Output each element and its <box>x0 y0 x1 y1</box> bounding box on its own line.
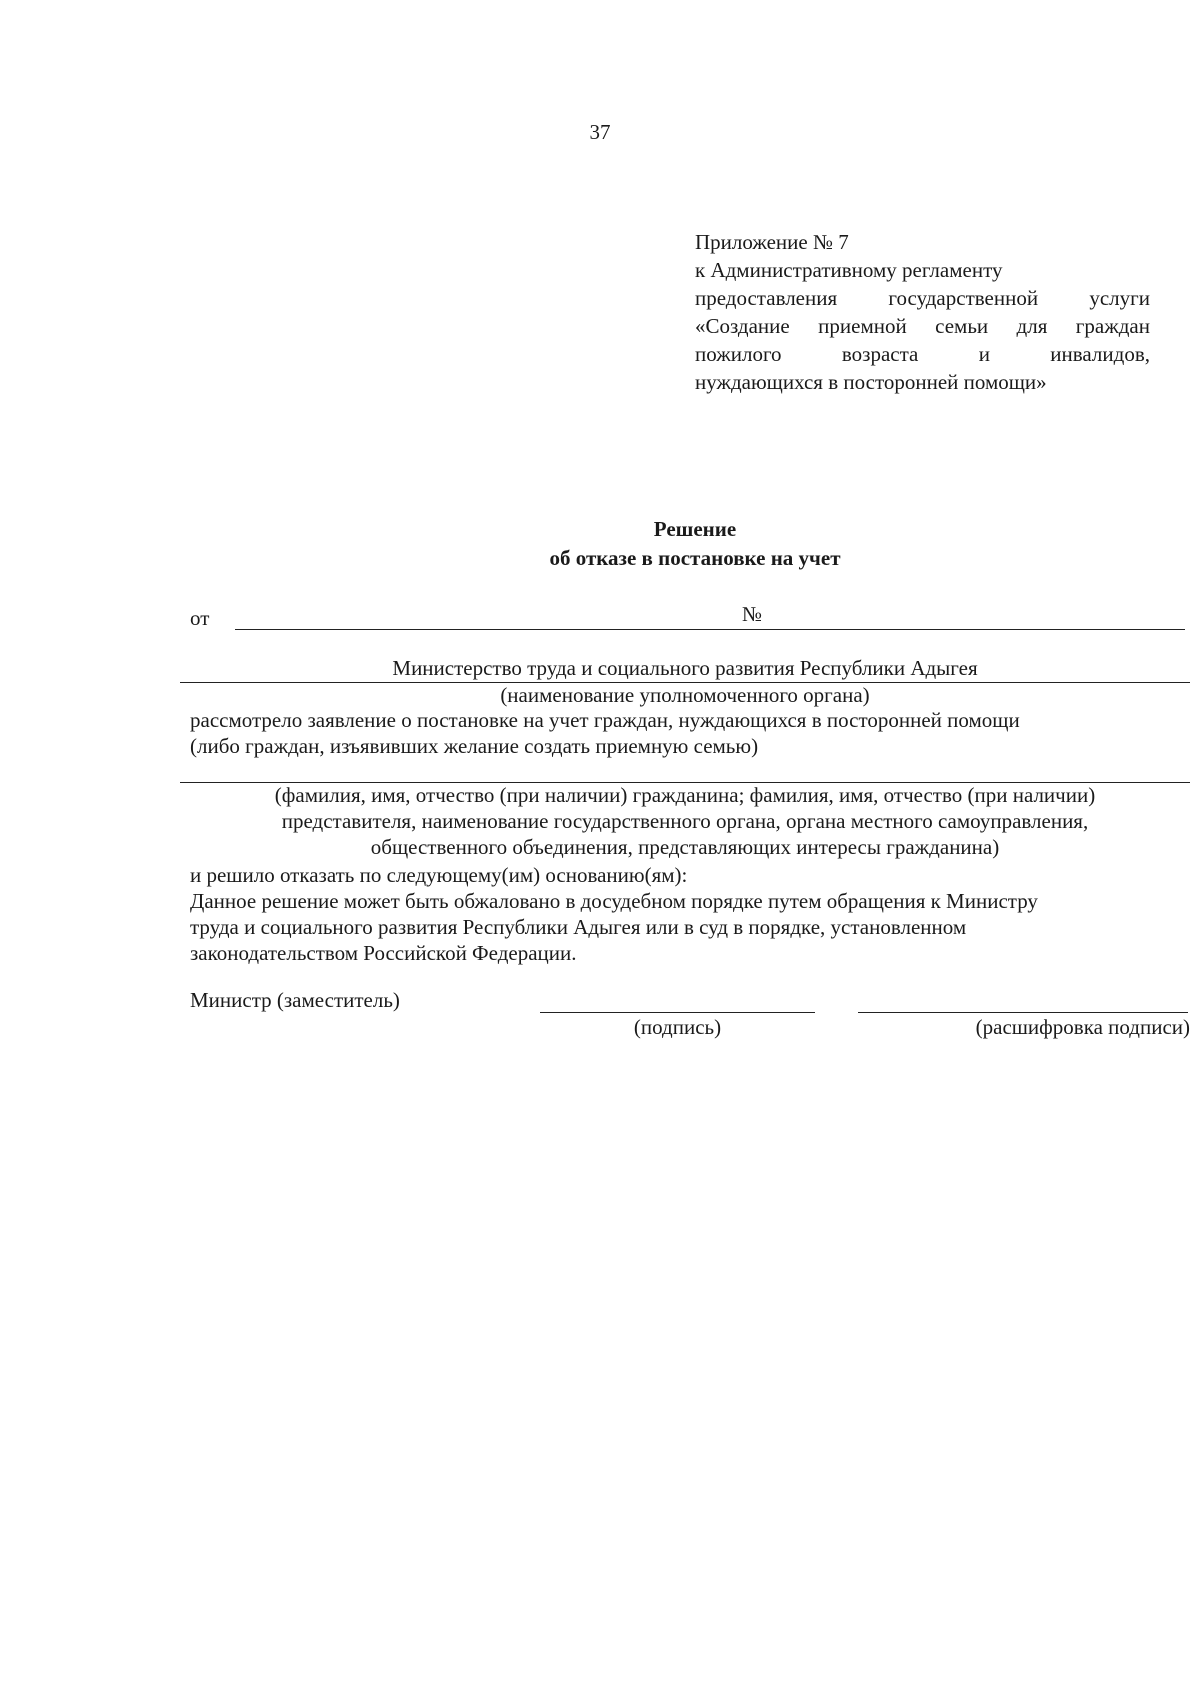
document-title <box>500 515 890 573</box>
date-number-row <box>190 602 1185 632</box>
considered-line: (либо граждан, изъявивших желание создать приемную семью) <box>190 734 759 758</box>
applicant-caption-line: представителя, наименование государственного органа, органа местного самоуправления, <box>281 809 1089 833</box>
authority-name: Министерство труда и социального развития Республики Адыгея <box>180 655 1190 683</box>
title-line-1: Решение <box>653 517 737 541</box>
authority-caption: (наименование уполномоченного органа) <box>500 683 870 707</box>
applicant-caption-line: общественного объединения, представляющих интересы гражданина) <box>370 835 1000 859</box>
signature-decode-caption: (расшифровка подписи) <box>975 1015 1190 1039</box>
applicant-caption-line: (фамилия, имя, отчество (при наличии) гражданина; фамилия, имя, отчество (при наличии) <box>274 783 1096 807</box>
signature-decode-line <box>858 1012 1188 1013</box>
title-line-2: об отказе в постановке на учет <box>549 546 841 570</box>
applicant-caption <box>180 782 1190 860</box>
decision-line: труда и социального развития Республики Адыгея или в суд в порядке, установленном <box>190 915 967 939</box>
signature-line <box>540 1012 815 1013</box>
number-line <box>780 629 1185 630</box>
appendix-line: Приложение № 7 <box>695 230 849 254</box>
considered-paragraph <box>190 707 1190 759</box>
page-number: 37 <box>589 120 611 144</box>
appendix-line: к Административному регламенту <box>695 258 1003 282</box>
appendix-line: нуждающихся в посторонней помощи» <box>695 370 1047 394</box>
from-label: от <box>190 606 210 630</box>
appendix-header <box>695 228 1150 396</box>
considered-line: рассмотрело заявление о постановке на учет граждан, нуждающихся в посторонней помощи <box>190 708 1020 732</box>
decision-line: законодательством Российской Федерации. <box>190 941 577 965</box>
appendix-line: «Создание приемной семьи для граждан <box>695 314 1150 338</box>
appendix-line: предоставления государственной услуги <box>695 286 1150 310</box>
signature-caption: (подпись) <box>633 1015 722 1039</box>
decision-line: и решило отказать по следующему(им) основанию(ям): <box>190 863 688 887</box>
appendix-line: пожилого возраста и инвалидов, <box>695 342 1150 366</box>
signatory-label: Министр (заместитель) <box>190 988 400 1012</box>
decision-paragraph <box>190 862 1190 966</box>
number-label: № <box>742 602 763 626</box>
decision-line: Данное решение может быть обжаловано в досудебном порядке путем обращения к Министру <box>190 889 1038 913</box>
